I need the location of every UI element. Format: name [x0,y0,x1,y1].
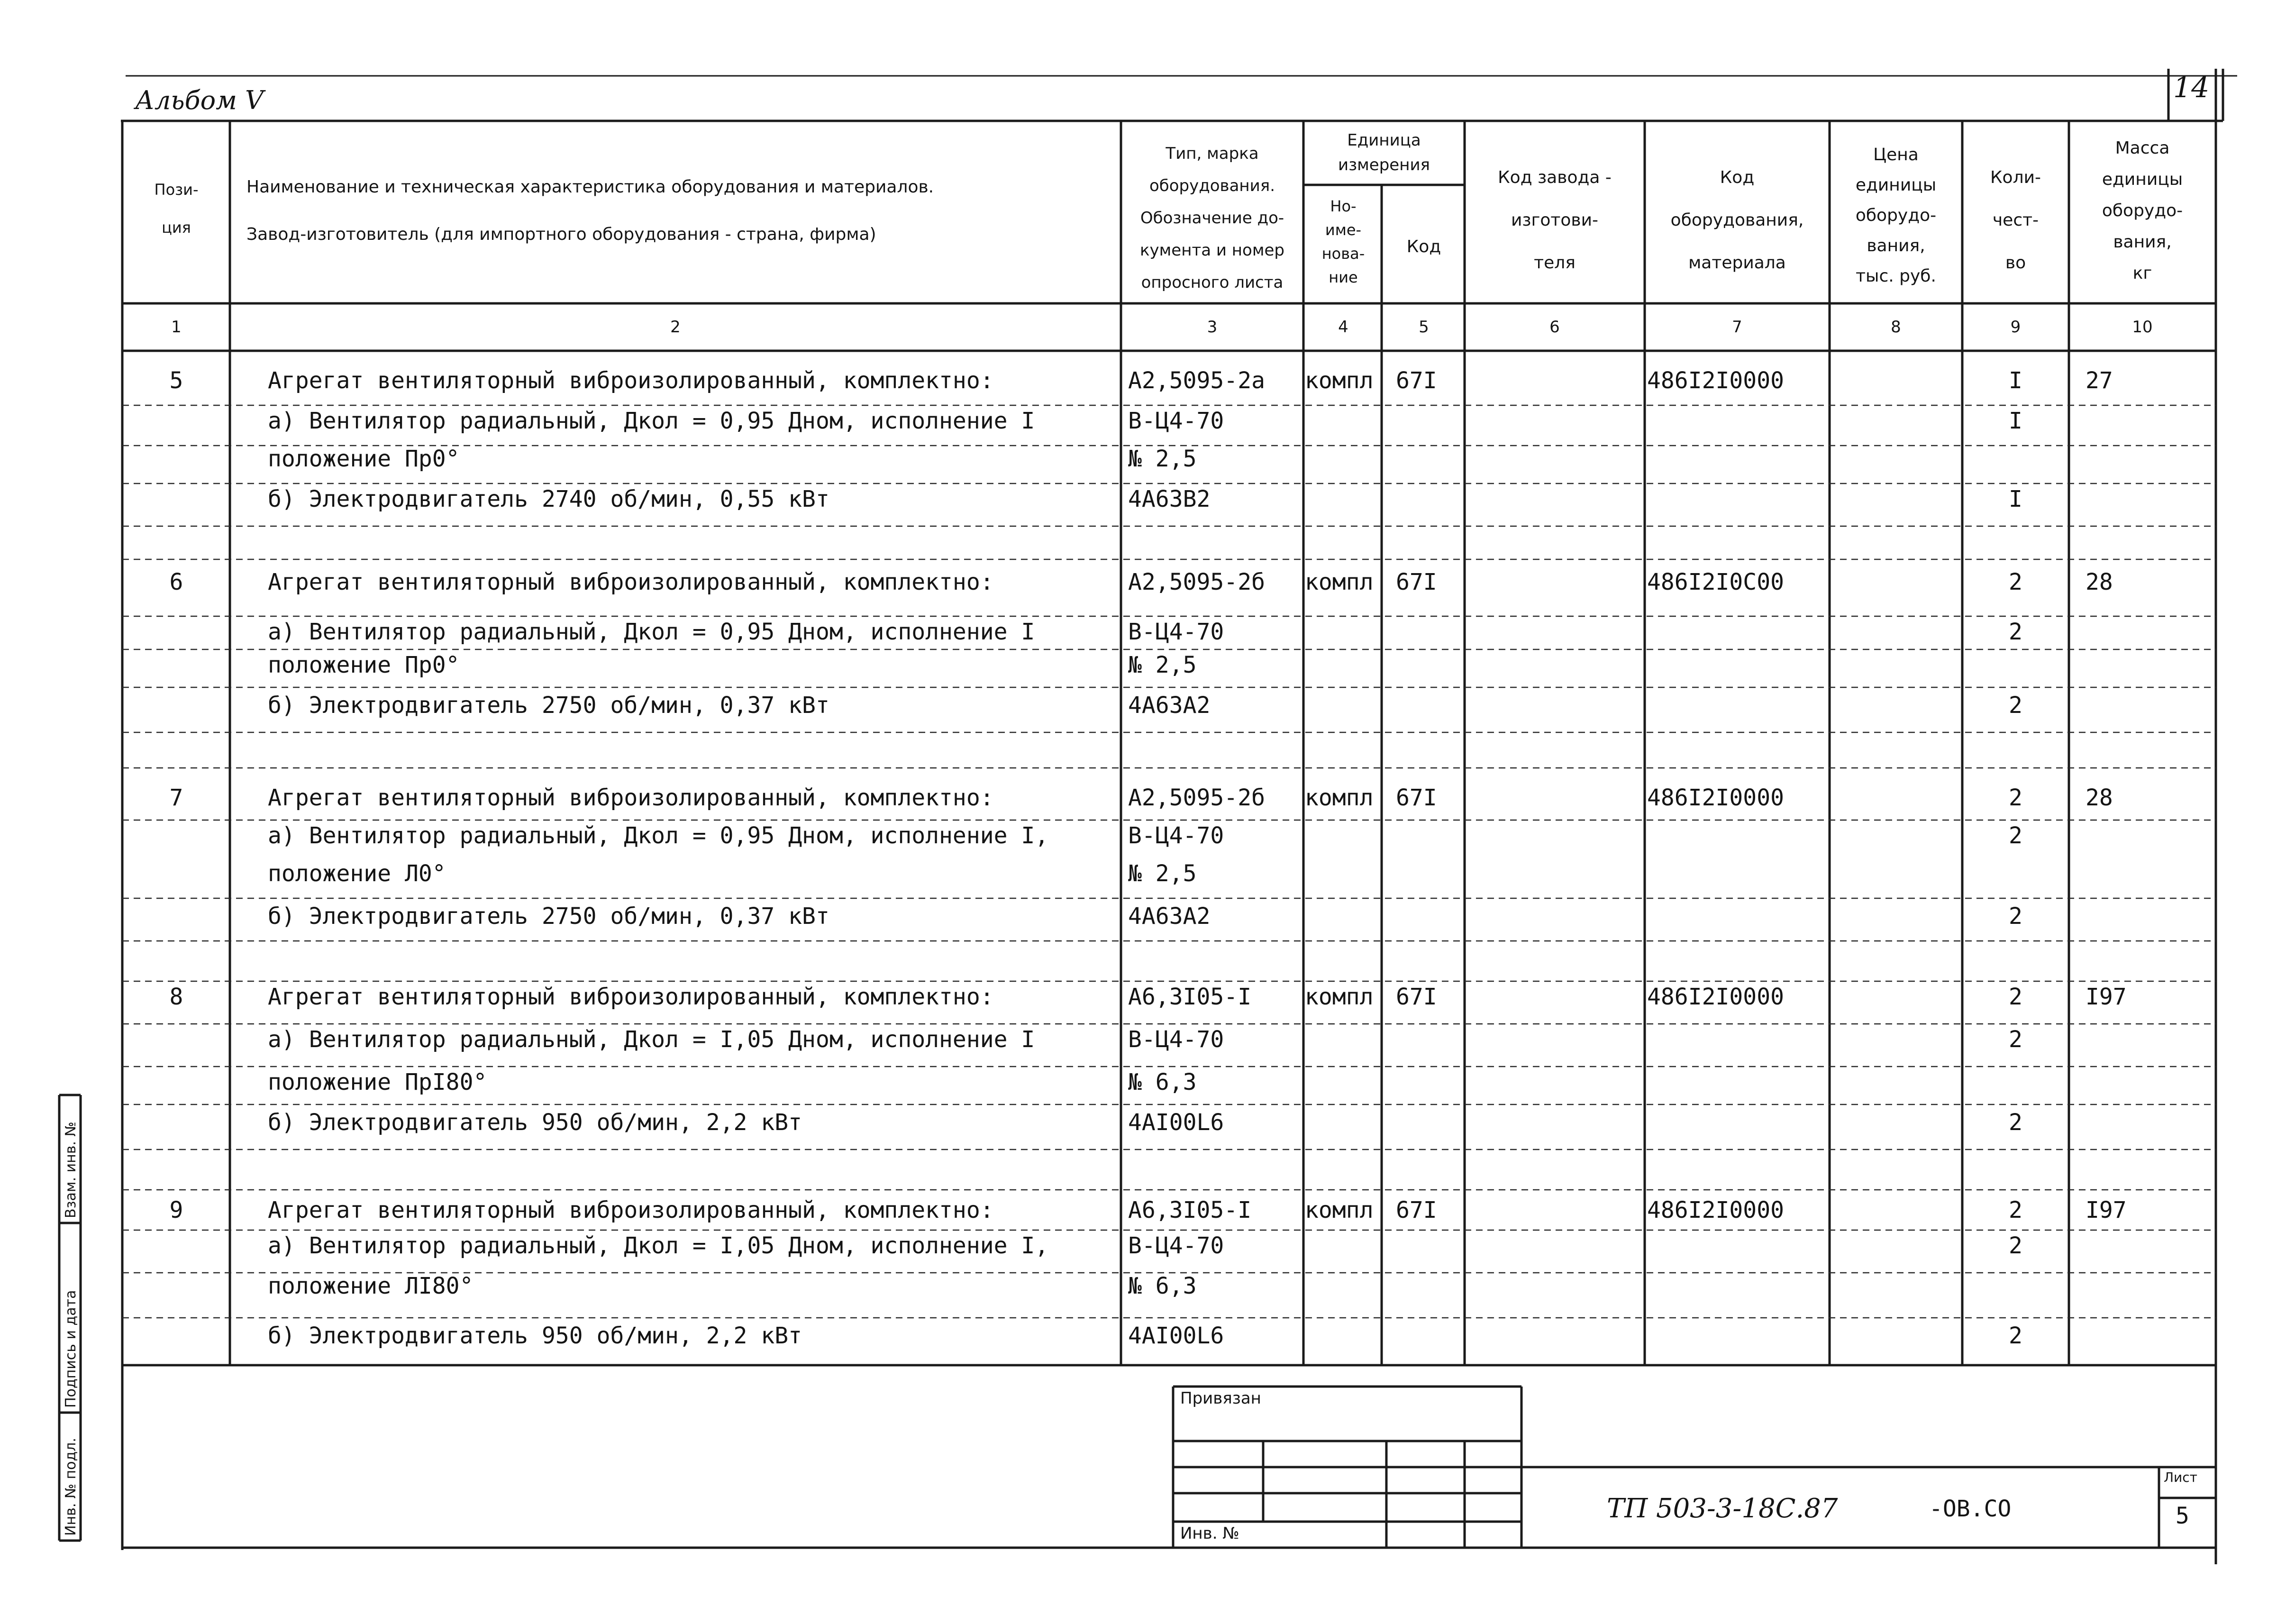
column-number: 2 [670,318,681,337]
column-number: 5 [1419,318,1429,337]
row-quantity: 2 [2009,984,2022,1010]
row-name: б) Электродвигатель 2750 об/мин, 0,37 кВт [268,903,829,930]
row-name: Агрегат вентиляторный виброизолированный, комплектно: [268,367,994,394]
row-quantity: I [2009,408,2022,434]
row-name: а) Вентилятор радиальный, Дкол = 0,95 Дном, исполнение I, [268,822,1049,849]
row-quantity: 2 [2009,1026,2022,1053]
header-unit-price: Цена единицы оборудо- вания, тыс. руб. [1855,145,1937,286]
row-quantity: I [2009,367,2022,394]
row-type: 4АI00L6 [1128,1323,1224,1349]
row-unit-code: 67I [1396,785,1437,811]
sheet-number: 5 [2176,1503,2189,1529]
row-unit-code: 67I [1396,984,1437,1010]
row-type: 4А63В2 [1128,486,1211,512]
row-type: А2,5095-2б [1128,785,1265,811]
row-name: Агрегат вентиляторный виброизолированный, комплектно: [268,569,994,595]
column-number: 6 [1549,318,1560,337]
header-factory-code: Код завода - изготови- теля [1498,168,1612,273]
row-name: положение Пр0° [268,446,460,472]
row-name: б) Электродвигатель 2740 об/мин, 0,55 кВт [268,486,829,512]
row-mass: 27 [2086,367,2113,394]
row-name: а) Вентилятор радиальный, Дкол = I,05 Дном, исполнение I, [268,1232,1049,1259]
row-mass: I97 [2086,1197,2127,1223]
column-number: 4 [1338,318,1348,337]
row-type: 4А63А2 [1128,903,1211,930]
row-name: Агрегат вентиляторный виброизолированный, комплектно: [268,785,994,811]
header-name: Наименование и техническая характеристика оборудования и материалов. Завод-изготовитель (для импортного оборудования - страна, фирма) [246,177,934,244]
row-quantity: 2 [2009,1323,2022,1349]
row-material-code: 486I2I0000 [1647,367,1784,394]
row-type: № 6,3 [1128,1069,1197,1095]
row-unit: компл [1305,569,1374,595]
row-quantity: I [2009,486,2022,512]
header-quantity: Коли- чест- во [1990,168,2041,273]
row-quantity: 2 [2009,569,2022,595]
header-unit-code: Код [1406,237,1441,256]
row-type: В-Ц4-70 [1128,408,1224,434]
column-number: 1 [171,318,182,337]
row-type: № 2,5 [1128,652,1197,678]
row-type: В-Ц4-70 [1128,1232,1224,1259]
row-unit-code: 67I [1396,1197,1437,1223]
row-name: положение Пр0° [268,652,460,678]
sheet-corner-number: 14 [2173,71,2210,104]
sheet-label: Лист [2164,1469,2197,1485]
side-label-inv-podl: Инв. № подл. [63,1438,79,1536]
row-quantity: 2 [2009,903,2022,930]
row-unit: компл [1305,367,1374,394]
row-material-code: 486I2I0000 [1647,984,1784,1010]
row-quantity: 2 [2009,785,2022,811]
column-number: 3 [1207,318,1218,337]
document-suffix: -ОВ.СО [1929,1496,2012,1522]
row-type: А6,3I05-I [1128,984,1252,1010]
row-position: 7 [169,785,183,811]
row-position: 9 [169,1197,183,1223]
row-type: 4А63А2 [1128,692,1211,719]
row-type: А2,5095-2б [1128,569,1265,595]
row-quantity: 2 [2009,619,2022,645]
row-position: 8 [169,984,183,1010]
row-type: № 2,5 [1128,446,1197,472]
header-position: Пози- ция [154,181,199,237]
row-name: а) Вентилятор радиальный, Дкол = I,05 Дном, исполнение I [268,1026,1035,1053]
row-name: б) Электродвигатель 950 об/мин, 2,2 кВт [268,1323,802,1349]
row-unit: компл [1305,785,1374,811]
row-type: А2,5095-2а [1128,367,1265,394]
column-number: 10 [2132,318,2153,337]
row-mass: I97 [2086,984,2127,1010]
row-type: 4АI00L6 [1128,1109,1224,1136]
row-name: положение ПрI80° [268,1069,487,1095]
row-quantity: 2 [2009,692,2022,719]
header-unit-name: Но- име- нова- ние [1321,197,1365,286]
stamp-inv-label: Инв. № [1180,1524,1239,1543]
row-position: 5 [169,367,183,394]
row-material-code: 486I2I0000 [1647,1197,1784,1223]
row-mass: 28 [2086,569,2113,595]
row-type: А6,3I05-I [1128,1197,1252,1223]
row-mass: 28 [2086,785,2113,811]
row-name: а) Вентилятор радиальный, Дкол = 0,95 Дном, исполнение I [268,619,1035,645]
row-type: В-Ц4-70 [1128,619,1224,645]
row-unit: компл [1305,1197,1374,1223]
row-quantity: 2 [2009,1232,2022,1259]
header-type: Тип, марка оборудования. Обозначение до- кумента и номер опросного листа [1140,144,1284,292]
row-name: положение Л0° [268,860,446,887]
row-quantity: 2 [2009,822,2022,849]
side-label-vzam-inv: Взам. инв. № [63,1122,79,1218]
row-type: В-Ц4-70 [1128,1026,1224,1053]
row-name: а) Вентилятор радиальный, Дкол = 0,95 Дном, исполнение I [268,408,1035,434]
row-type: № 6,3 [1128,1273,1197,1299]
row-type: В-Ц4-70 [1128,822,1224,849]
row-name: Агрегат вентиляторный виброизолированный, комплектно: [268,1197,994,1223]
row-unit-code: 67I [1396,569,1437,595]
row-name: Агрегат вентиляторный виброизолированный, комплектно: [268,984,994,1010]
row-type: № 2,5 [1128,860,1197,887]
side-label-podpis-data: Подпись и дата [63,1290,79,1408]
album-label: Альбом V [135,85,264,115]
row-unit: компл [1305,984,1374,1010]
row-quantity: 2 [2009,1197,2022,1223]
stamp-privyazan: Привязан [1180,1389,1261,1408]
header-mass: Масса единицы оборудо- вания, кг [2102,138,2183,283]
row-name: положение ЛI80° [268,1273,474,1299]
row-unit-code: 67I [1396,367,1437,394]
header-material-code: Код оборудования, материала [1670,168,1804,273]
row-quantity: 2 [2009,1109,2022,1136]
row-name: б) Электродвигатель 950 об/мин, 2,2 кВт [268,1109,802,1136]
header-unit-group: Единица измерения [1338,131,1430,174]
column-number: 8 [1891,318,1901,337]
column-number: 7 [1732,318,1742,337]
row-name: б) Электродвигатель 2750 об/мин, 0,37 кВт [268,692,829,719]
row-position: 6 [169,569,183,595]
document-code: ТП 503-3-18С.87 [1607,1493,1838,1524]
column-number: 9 [2010,318,2021,337]
row-material-code: 486I2I0000 [1647,785,1784,811]
row-material-code: 486I2I0C00 [1647,569,1784,595]
